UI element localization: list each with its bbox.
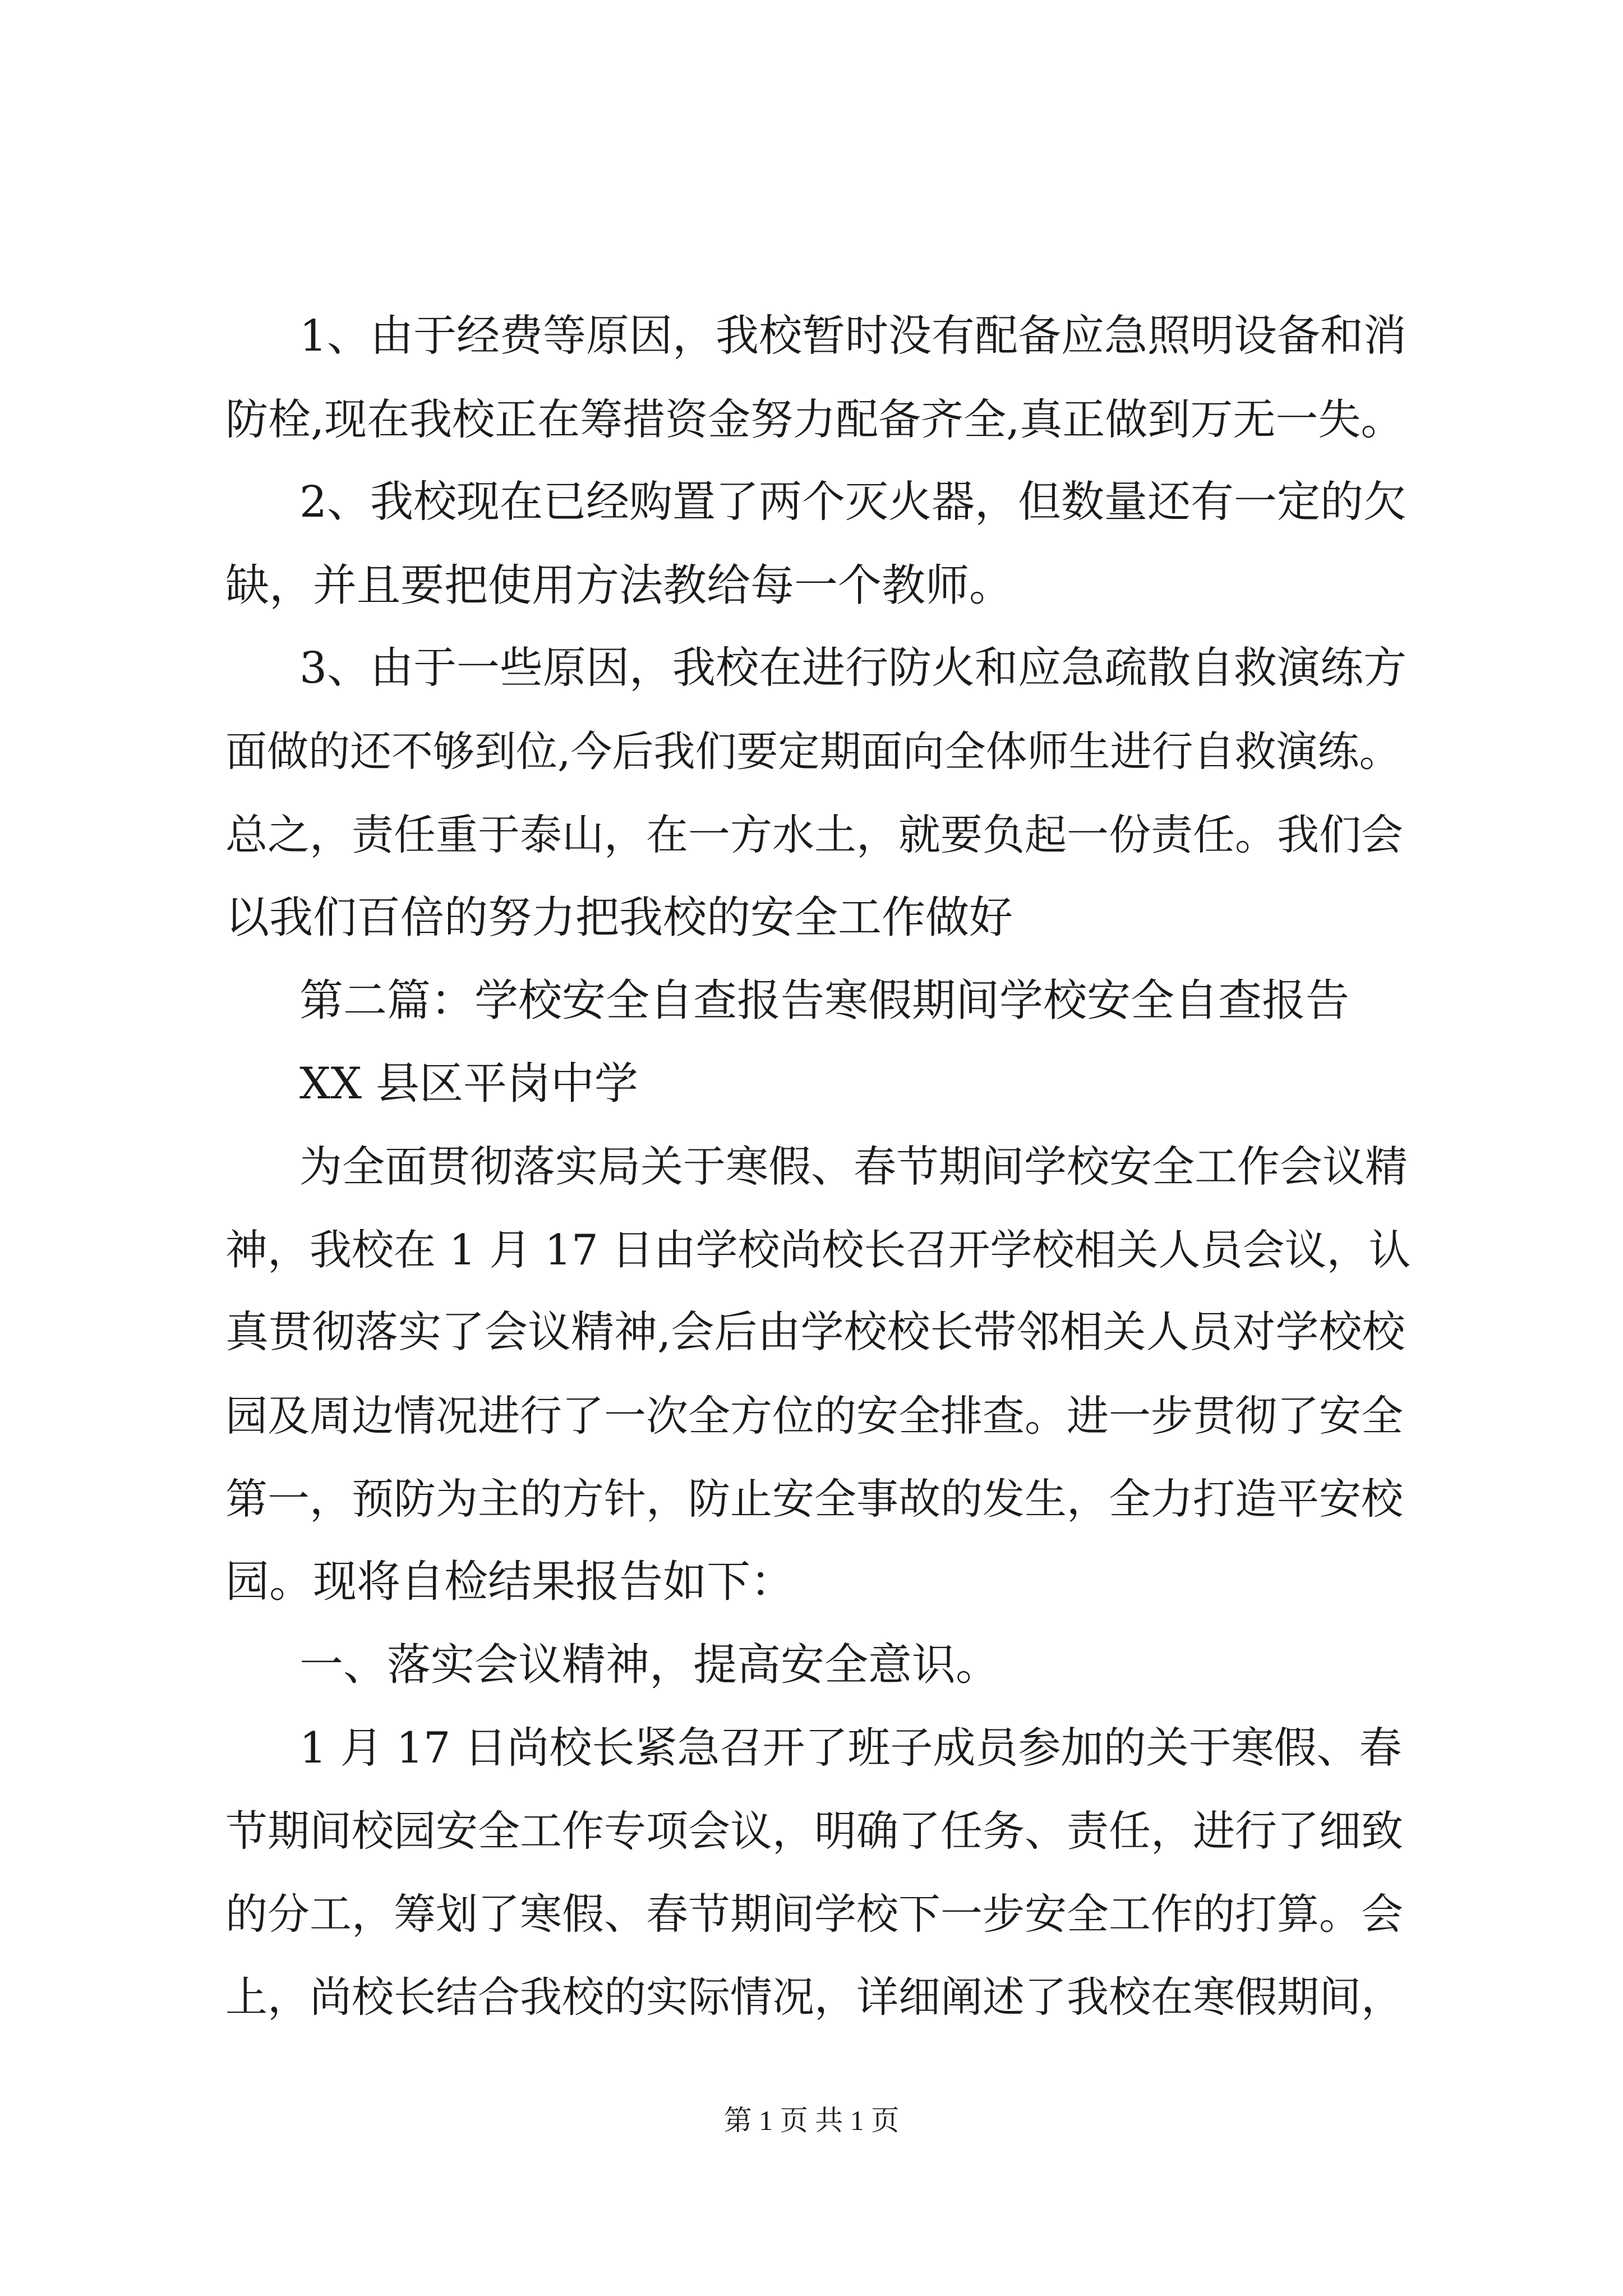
paragraph-line: 1 月 17 日尚校长紧急召开了班子成员参加的关于寒假、春	[299, 1723, 1402, 1773]
section-heading: 第二篇：学校安全自查报告寒假期间学校安全自查报告	[299, 976, 1350, 1026]
paragraph-line: 1、由于经费等原因，我校暂时没有配备应急照明设备和消	[299, 311, 1407, 361]
subsection-heading: 一、落实会议精神，提高安全意识。	[299, 1640, 1000, 1690]
paragraph-line: 的分工，筹划了寒假、春节期间学校下一步安全工作的打算。会	[225, 1889, 1404, 1939]
paragraph-line: 总之，责任重于泰山，在一方水土，就要负起一份责任。我们会	[225, 810, 1404, 859]
page-footer: 第 1 页 共 1 页	[723, 2105, 900, 2136]
school-name: XX 县区平岗中学	[299, 1059, 638, 1109]
paragraph-line: 以我们百倍的努力把我校的安全工作做好	[225, 892, 1013, 943]
paragraph-line: 缺，并且要把使用方法教给每一个教师。	[225, 560, 1013, 611]
paragraph-line: 3、由于一些原因，我校在进行防火和应急疏散自救演练方	[299, 643, 1407, 693]
paragraph-line: 第一，预防为主的方针，防止安全事故的发生，全力打造平安校	[225, 1474, 1404, 1524]
paragraph-line: 真贯彻落实了会议精神,会后由学校校长带邻相关人员对学校校	[225, 1308, 1405, 1358]
paragraph-line: 2、我校现在已经购置了两个灭火器，但数量还有一定的欠	[299, 477, 1407, 527]
paragraph-line: 防栓,现在我校正在筹措资金努力配备齐全,真正做到万无一失。	[225, 394, 1404, 444]
paragraph-line: 节期间校园安全工作专项会议，明确了任务、责任，进行了细致	[225, 1806, 1404, 1856]
paragraph-line: 神，我校在 1 月 17 日由学校尚校长召开学校相关人员会议，认	[225, 1225, 1411, 1274]
paragraph-line: 园。现将自检结果报告如下：	[225, 1557, 795, 1607]
paragraph-line: 面做的还不够到位,今后我们要定期面向全体师生进行自救演练。	[225, 728, 1401, 776]
paragraph-line: 园及周边情况进行了一次全方位的安全排查。进一步贯彻了安全	[225, 1391, 1404, 1441]
paragraph-line: 为全面贯彻落实局关于寒假、春节期间学校安全工作会议精	[299, 1142, 1408, 1191]
paragraph-line: 上，尚校长结合我校的实际情况，详细阐述了我校在寒假期间，	[225, 1972, 1404, 2022]
